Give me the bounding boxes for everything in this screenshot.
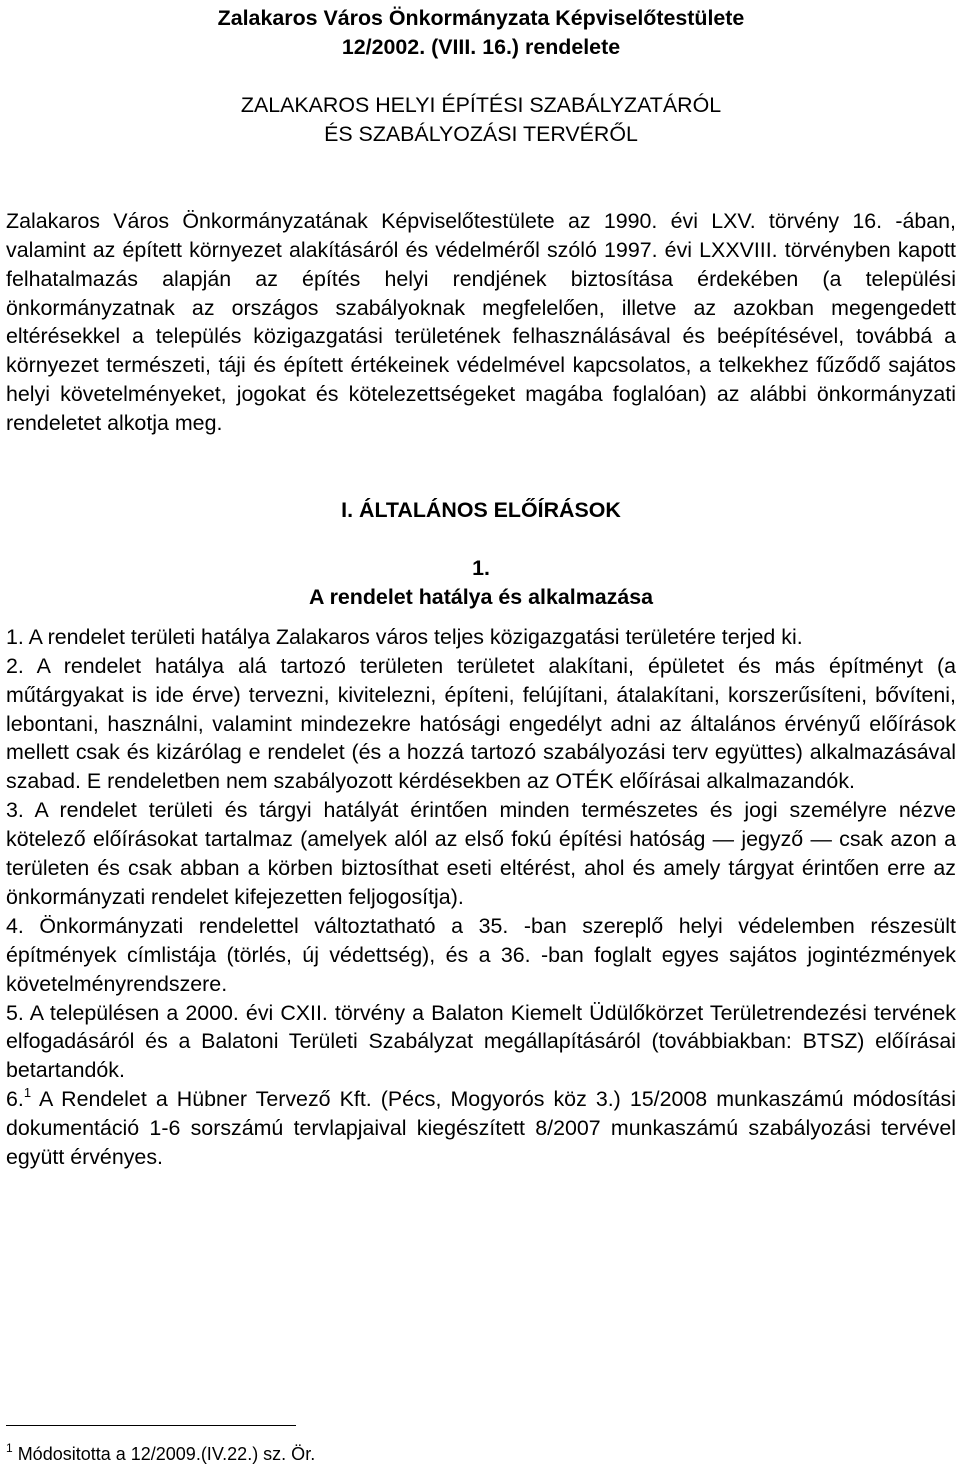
paragraph-6-text: A Rendelet a Hübner Tervező Kft. (Pécs, Mogyorós köz 3.) 15/2008 munkaszámú módosítási dokumentáció 1-6 sorszámú tervlapjaival kiegészített 8/2007 munkaszámú szabályozási tervével együtt érvényes. [6,1087,956,1170]
paragraph-6-number: 6. [6,1087,24,1112]
footnote-divider [6,1425,296,1426]
document-page [6,0,956,1172]
law-title-line-2: ÉS SZABÁLYOZÁSI TERVÉRŐL [324,121,638,146]
law-title [6,91,956,149]
paragraph-5: 5. A településen a 2000. évi CXII. törvény a Balaton Kiemelt Üdülőkörzet Területrendezési tervének elfogadásáról és a Balatoni Területi Szabályzat megállapításáról (továbbiakban: BTSZ) előírásai betartandók. [6,1000,956,1083]
footnote [6,1442,315,1466]
preamble: Zalakaros Város Önkormányzatának Képviselőtestülete az 1990. évi LXV. törvény 16. -ában, valamint az épített környezet alakításáról és védelméről szóló 1997. évi LXXVIII. törvényben kapott felhatalmazás alapján az építés helyi rendjének biztosítása érdekében (a települési önkormányzatnak az országos szabályoknak megfelelően, illetve az azokban megengedett eltérésekkel a település közigazgatási területének felhasználásával és beépítésével, továbbá a környezet természeti, táji és épített értékeinek védelmével kapcsolatos, a telkekhez fűződő sajátos helyi követelményeket, jogokat és kötelezettségeket magába foglalóan) az alábbi önkormányzati rendeletet alkotja meg. [6,208,956,436]
paragraph-3: 3. A rendelet területi és tárgyi hatályát érintően minden természetes és jogi személyre nézve kötelező előírásokat tartalmaz (amelyek alól az első fokú építési hatóság — jegyző — csak azon a területen és csak abban a körben biztosíthat eseti eltérést, ahol és amely tárgyat érintően erre az önkormányzati rendelet kifejezetten feljogosítja). [6,798,956,909]
footnote-text: Módositotta a 12/2009.(IV.22.) sz. Ör. [12,1444,316,1464]
decree-number-line: 12/2002. (VIII. 16.) rendelete [341,35,621,59]
section-number: 1. [472,555,490,580]
footnote-marker: 1 [6,1441,13,1455]
document-header [6,4,956,62]
issuer-line: Zalakaros Város Önkormányzata Képviselőtestülete [217,6,745,30]
section-title: A rendelet hatálya és alkalmazása [308,584,654,609]
paragraph-2: 2. A rendelet hatálya alá tartozó területen területet alakítani, épületet és más építményt (a műtárgyakat is ide érve) tervezni, kivitelezni, építeni, felújítani, átalakítani, korszerűsíteni, bővíteni, lebontani, használni, valamint mindezekre hatósági engedélyt adni az általános érvényű előírások mellett csak és kizárólag e rendelet (és a hozzá tartozó szabályozási terv együttes) alkalmazásával szabad. E rendeletben nem szabályozott kérdésekben az OTÉK előírásai alkalmazandók. [6,653,956,794]
chapter-title: I. ÁLTALÁNOS ELŐÍRÁSOK [341,498,621,523]
paragraph-list [6,623,956,1172]
footnote-reference[interactable]: 1 [23,1085,32,1101]
paragraph-4: 4. Önkormányzati rendelettel változtatható a 35. -ban szereplő helyi védelemben részesült építmények címlistája (törlés, új védettség), és a 36. -ban foglalt egyes sajátos jogintézmények követelményrendszere. [6,913,956,996]
paragraph-1: 1. A rendelet területi hatálya Zalakaros város teljes közigazgatási területére terjed ki. [6,624,803,649]
law-title-line-1: ZALAKAROS HELYI ÉPÍTÉSI SZABÁLYZATÁRÓL [240,93,722,117]
paragraph-6 [6,1085,956,1172]
